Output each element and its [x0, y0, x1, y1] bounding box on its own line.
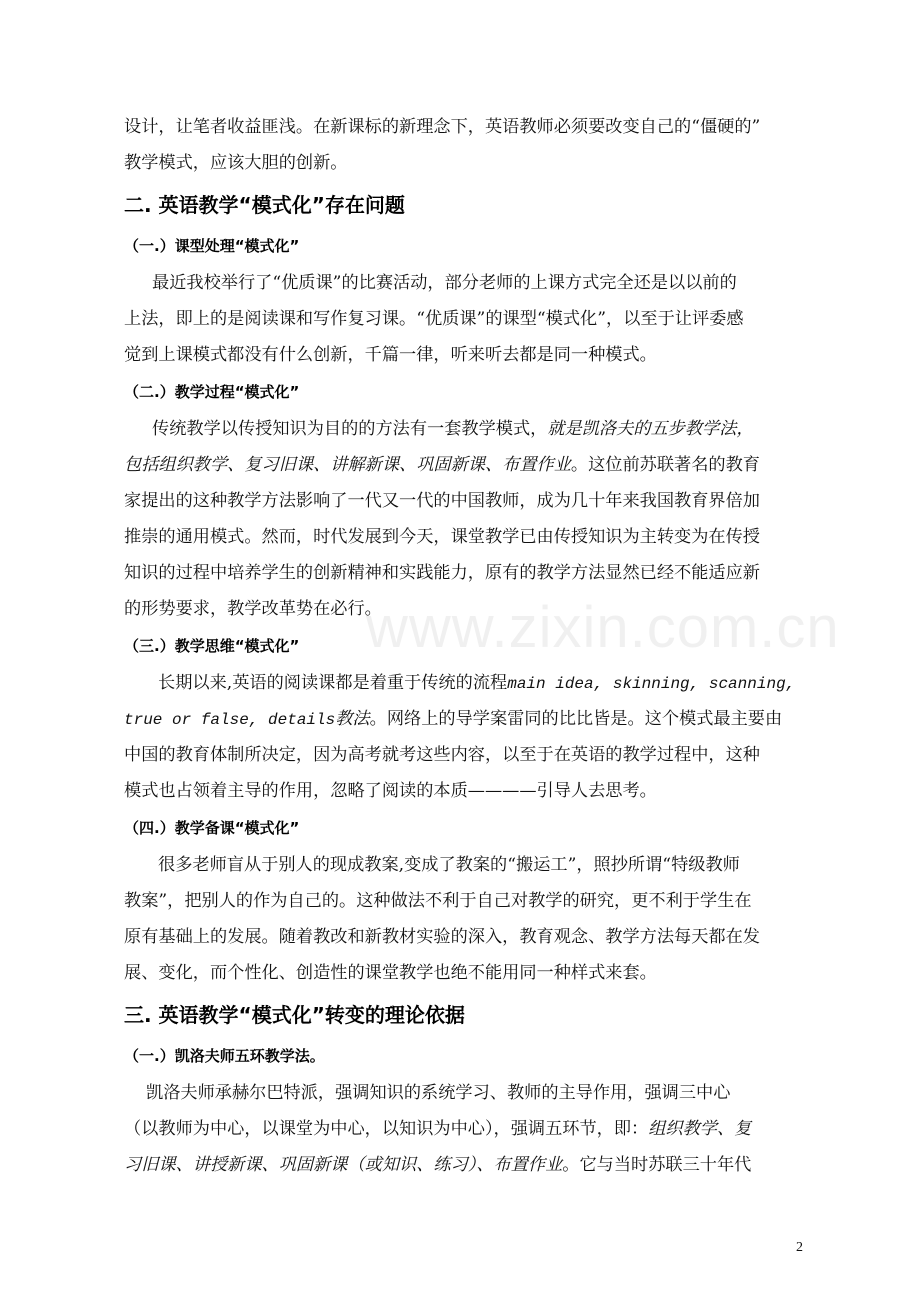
subsection-2-3-heading: （三.）教学思维“模式化”: [124, 637, 300, 655]
paragraph-2-1-line-1: 最近我校举行了“优质课”的比赛活动，部分老师的上课方式完全还是以以前的: [152, 273, 737, 293]
paragraph-2-4-line-3: 原有基础上的发展。随着教改和新教材实验的深入，教育观念、教学方法每天都在发: [124, 927, 760, 947]
intro-line-2: 教学模式，应该大胆的创新。: [124, 153, 348, 173]
paragraph-2-1-line-2: 上法，即上的是阅读课和写作复习课。“优质课”的课型“模式化”，以至于让评委感: [124, 309, 744, 329]
subsection-2-4-heading: （四.）教学备课“模式化”: [124, 819, 300, 837]
paragraph-2-2-line-1: 传统教学以传授知识为目的的方法有一套教学模式，就是凯洛夫的五步教学法，: [152, 419, 754, 439]
paragraph-3-1-line-3: 习旧课、讲授新课、巩固新课（或知识、练习）、布置作业。它与当时苏联三十年代: [124, 1155, 752, 1175]
subsection-2-2-heading: （二.）教学过程“模式化”: [124, 383, 300, 401]
paragraph-3-1-line-2: （以教师为中心，以课堂为中心，以知识为中心），强调五环节，即：组织教学、复: [124, 1119, 752, 1139]
section-3-heading: 三. 英语教学“模式化”转变的理论依据: [124, 1003, 465, 1027]
paragraph-2-2-line-5: 知识的过程中培养学生的创新精神和实践能力，原有的教学方法显然已经不能适应新: [124, 563, 760, 583]
italic-phrase: 习旧课、讲授新课、巩固新课（或知识、练习）、布置作业: [124, 1155, 563, 1175]
subsection-3-1-heading: （一.）凯洛夫师五环教学法。: [124, 1047, 325, 1065]
section-2-heading: 二. 英语教学“模式化”存在问题: [124, 193, 405, 217]
paragraph-2-2-line-3: 家提出的这种教学方法影响了一代又一代的中国教师，成为几十年来我国教育界倍加: [124, 491, 760, 511]
paragraph-2-2-line-2: 包括组织教学、复习旧课、讲解新课、巩固新课、布置作业。这位前苏联著名的教育: [124, 455, 760, 475]
subsection-2-1-heading: （一.）课型处理“模式化”: [124, 237, 300, 255]
paragraph-2-4-line-4: 展、变化，而个性化、创造性的课堂教学也绝不能用同一种样式来套。: [124, 963, 657, 983]
italic-phrase: 就是凯洛夫的五步教学法，: [547, 419, 754, 439]
italic-phrase: 包括组织教学、复习旧课、讲解新课、巩固新课、布置作业: [124, 455, 571, 475]
english-terms: main idea, skinning, scanning,: [507, 675, 796, 693]
paragraph-2-4-line-1: 很多老师盲从于别人的现成教案,变成了教案的“搬运工”，照抄所谓“特级教师: [158, 855, 740, 875]
italic-phrase: 组织教学、复: [648, 1119, 752, 1139]
paragraph-2-3-line-2: true or false, details教法。网络上的导学案雷同的比比皆是。这个模式最主要由: [124, 709, 783, 729]
page-number: 2: [796, 1240, 803, 1255]
english-terms: true or false, details: [124, 711, 336, 729]
paragraph-2-3-line-4: 模式也占领着主导的作用，忽略了阅读的本质————引导人去思考。: [124, 781, 657, 801]
paragraph-2-3-line-1: 长期以来,英语的阅读课都是着重于传统的流程main idea, skinning, scanning,: [158, 673, 796, 693]
intro-line-1: 设计，让笔者收益匪浅。在新课标的新理念下，英语教师必须要改变自己的“僵硬的”: [124, 117, 761, 137]
paragraph-2-2-line-6: 的形势要求，教学改革势在必行。: [124, 599, 382, 619]
paragraph-2-2-line-4: 推崇的通用模式。然而，时代发展到今天，课堂教学已由传授知识为主转变为在传授: [124, 527, 760, 547]
watermark: www.zixin.com.cn: [366, 595, 840, 660]
paragraph-2-1-line-3: 觉到上课模式都没有什么创新，千篇一律，听来听去都是同一种模式。: [124, 345, 657, 365]
paragraph-2-4-line-2: 教案”，把别人的作为自己的。这种做法不利于自己对教学的研究，更不利于学生在: [124, 891, 752, 911]
paragraph-2-3-line-3: 中国的教育体制所决定，因为高考就考这些内容，以至于在英语的教学过程中，这种: [124, 745, 760, 765]
paragraph-3-1-line-1: 凯洛夫师承赫尔巴特派，强调知识的系统学习、教师的主导作用，强调三中心: [146, 1083, 731, 1103]
